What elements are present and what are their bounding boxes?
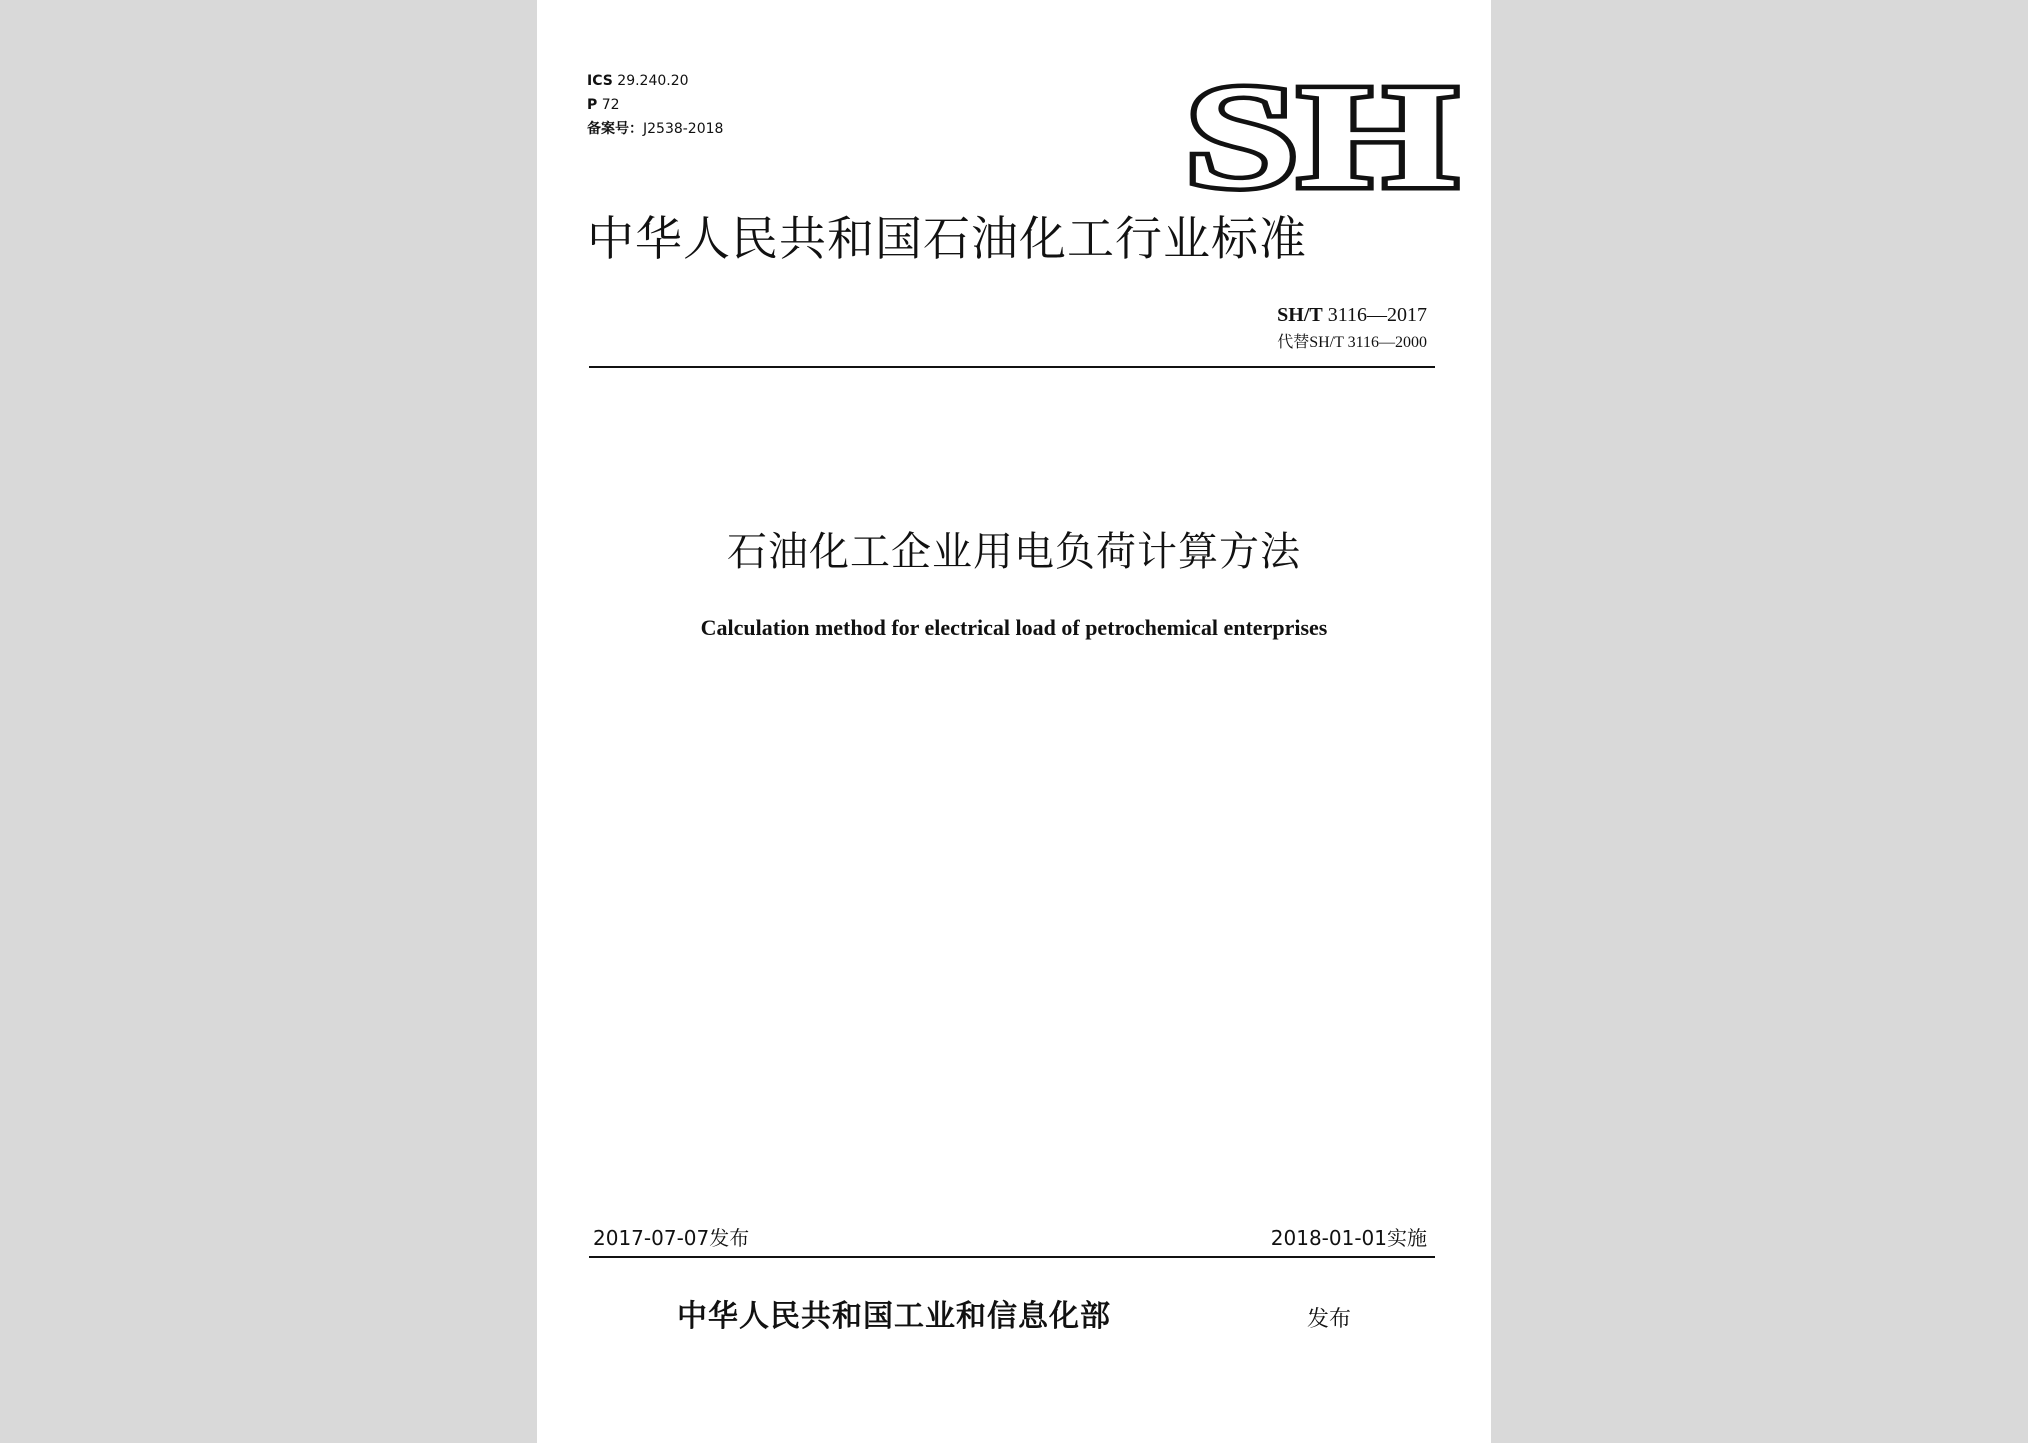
publisher-action: 发布 bbox=[1307, 1307, 1352, 1332]
sh-logo bbox=[1177, 64, 1467, 204]
standard-number bbox=[1277, 303, 1427, 327]
record-label: 备案号： bbox=[587, 121, 643, 137]
footer-divider bbox=[589, 1256, 1435, 1258]
ics-line bbox=[587, 72, 689, 90]
publisher-name: 中华人民共和国工业和信息化部 bbox=[677, 1299, 1111, 1334]
classification-line bbox=[587, 96, 620, 114]
classification-value: 72 bbox=[601, 97, 620, 113]
ics-label: ICS bbox=[587, 73, 613, 89]
record-value: J2538-2018 bbox=[643, 121, 724, 137]
document-page bbox=[537, 0, 1491, 1443]
issue-date: 2017-07-07发布 bbox=[593, 1226, 750, 1250]
document-title-cn: 石油化工企业用电负荷计算方法 bbox=[727, 529, 1301, 575]
standard-code-number: 3116—2017 bbox=[1327, 304, 1427, 326]
sh-logo-text: SH bbox=[1185, 64, 1457, 204]
standard-category-title: 中华人民共和国石油化工行业标准 bbox=[587, 212, 1307, 267]
record-line bbox=[587, 120, 723, 138]
document-title-en: Calculation method for electrical load of petrochemical enterprises bbox=[700, 615, 1328, 640]
implementation-date: 2018-01-01实施 bbox=[1270, 1226, 1427, 1250]
replaces-standard: 代替SH/T 3116—2000 bbox=[1277, 334, 1427, 351]
classification-label: P bbox=[587, 97, 598, 113]
header-divider bbox=[589, 366, 1435, 368]
ics-value: 29.240.20 bbox=[617, 73, 689, 89]
standard-code-prefix: SH/T bbox=[1277, 304, 1323, 326]
